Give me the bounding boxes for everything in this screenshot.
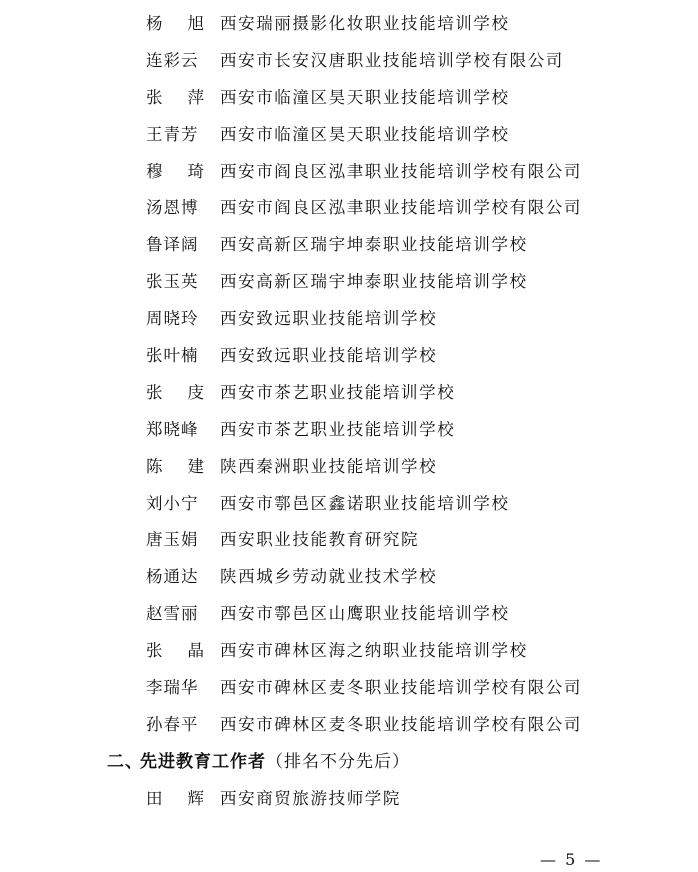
organization-name: 西安市鄠邑区山鹰职业技能培训学校 <box>220 604 510 624</box>
list-item <box>0 43 698 80</box>
organization-name: 西安市碑林区麦冬职业技能培训学校有限公司 <box>220 714 582 734</box>
list-item <box>0 633 698 670</box>
list-item <box>0 227 698 264</box>
person-name: 张 晶 <box>146 641 204 661</box>
person-name: 张叶楠 <box>146 346 199 366</box>
award-list-part2 <box>0 781 698 818</box>
organization-name: 西安市鄠邑区鑫诺职业技能培训学校 <box>220 493 510 513</box>
person-name: 汤恩博 <box>146 198 199 218</box>
list-item <box>0 670 698 707</box>
list-item <box>0 781 698 818</box>
list-item <box>0 190 698 227</box>
list-item <box>0 6 698 43</box>
list-item <box>0 522 698 559</box>
organization-name: 西安市阎良区泓聿职业技能培训学校有限公司 <box>220 198 582 218</box>
organization-name: 西安市阎良区泓聿职业技能培训学校有限公司 <box>220 161 582 181</box>
organization-name: 西安瑞丽摄影化妆职业技能培训学校 <box>220 14 510 33</box>
organization-name: 西安市碑林区麦冬职业技能培训学校有限公司 <box>220 678 582 698</box>
person-name: 鲁译阔 <box>146 235 199 255</box>
person-name: 陈 建 <box>146 456 204 476</box>
organization-name: 西安致远职业技能培训学校 <box>220 346 438 366</box>
section-note: （排名不分先后） <box>266 751 410 772</box>
list-item <box>0 707 698 744</box>
person-name: 赵雪丽 <box>146 604 199 624</box>
person-name: 杨 旭 <box>146 14 204 33</box>
organization-name: 陕西城乡劳动就业技术学校 <box>220 567 438 587</box>
organization-name: 西安市碑林区海之纳职业技能培训学校 <box>220 641 528 661</box>
person-name: 杨通达 <box>146 567 199 587</box>
section-title-text: 先进教育工作者 <box>140 751 266 772</box>
list-item <box>0 117 698 154</box>
person-name: 穆 琦 <box>146 161 204 181</box>
person-name: 王青芳 <box>146 124 199 144</box>
page-number: — 5 — <box>540 850 603 869</box>
person-name: 连彩云 <box>146 50 199 70</box>
organization-name: 西安市临潼区昊天职业技能培训学校 <box>220 87 510 107</box>
person-name: 郑晓峰 <box>146 419 199 439</box>
organization-name: 陕西秦洲职业技能培训学校 <box>220 456 438 476</box>
list-item <box>0 486 698 523</box>
list-item <box>0 301 698 338</box>
list-item <box>0 264 698 301</box>
person-name: 张 萍 <box>146 87 204 107</box>
list-item <box>0 338 698 375</box>
organization-name: 西安市长安汉唐职业技能培训学校有限公司 <box>220 50 564 70</box>
organization-name: 西安高新区瑞宇坤泰职业技能培训学校 <box>220 272 528 292</box>
list-item <box>0 375 698 412</box>
person-name: 张 庋 <box>146 382 204 402</box>
section-number: 二、 <box>107 751 143 772</box>
organization-name: 西安商贸旅游技师学院 <box>220 788 401 808</box>
person-name: 周晓玲 <box>146 309 199 329</box>
organization-name: 西安市茶艺职业技能培训学校 <box>220 382 456 402</box>
award-list-part1 <box>0 6 698 744</box>
list-item <box>0 154 698 191</box>
person-name: 唐玉娟 <box>146 530 199 550</box>
section-heading-2 <box>0 744 698 781</box>
organization-name: 西安职业技能教育研究院 <box>220 530 420 550</box>
organization-name: 西安高新区瑞宇坤泰职业技能培训学校 <box>220 235 528 255</box>
list-item <box>0 559 698 596</box>
person-name: 张玉英 <box>146 272 199 292</box>
list-item <box>0 449 698 486</box>
person-name: 李瑞华 <box>146 678 199 698</box>
award-list <box>0 6 698 818</box>
person-name: 田 辉 <box>146 788 204 808</box>
section-title <box>140 744 410 781</box>
organization-name: 西安市茶艺职业技能培训学校 <box>220 419 456 439</box>
organization-name: 西安致远职业技能培训学校 <box>220 309 438 329</box>
person-name: 刘小宁 <box>146 493 199 513</box>
list-item <box>0 80 698 117</box>
list-item <box>0 596 698 633</box>
list-item <box>0 412 698 449</box>
organization-name: 西安市临潼区昊天职业技能培训学校 <box>220 124 510 144</box>
person-name: 孙春平 <box>146 714 199 734</box>
